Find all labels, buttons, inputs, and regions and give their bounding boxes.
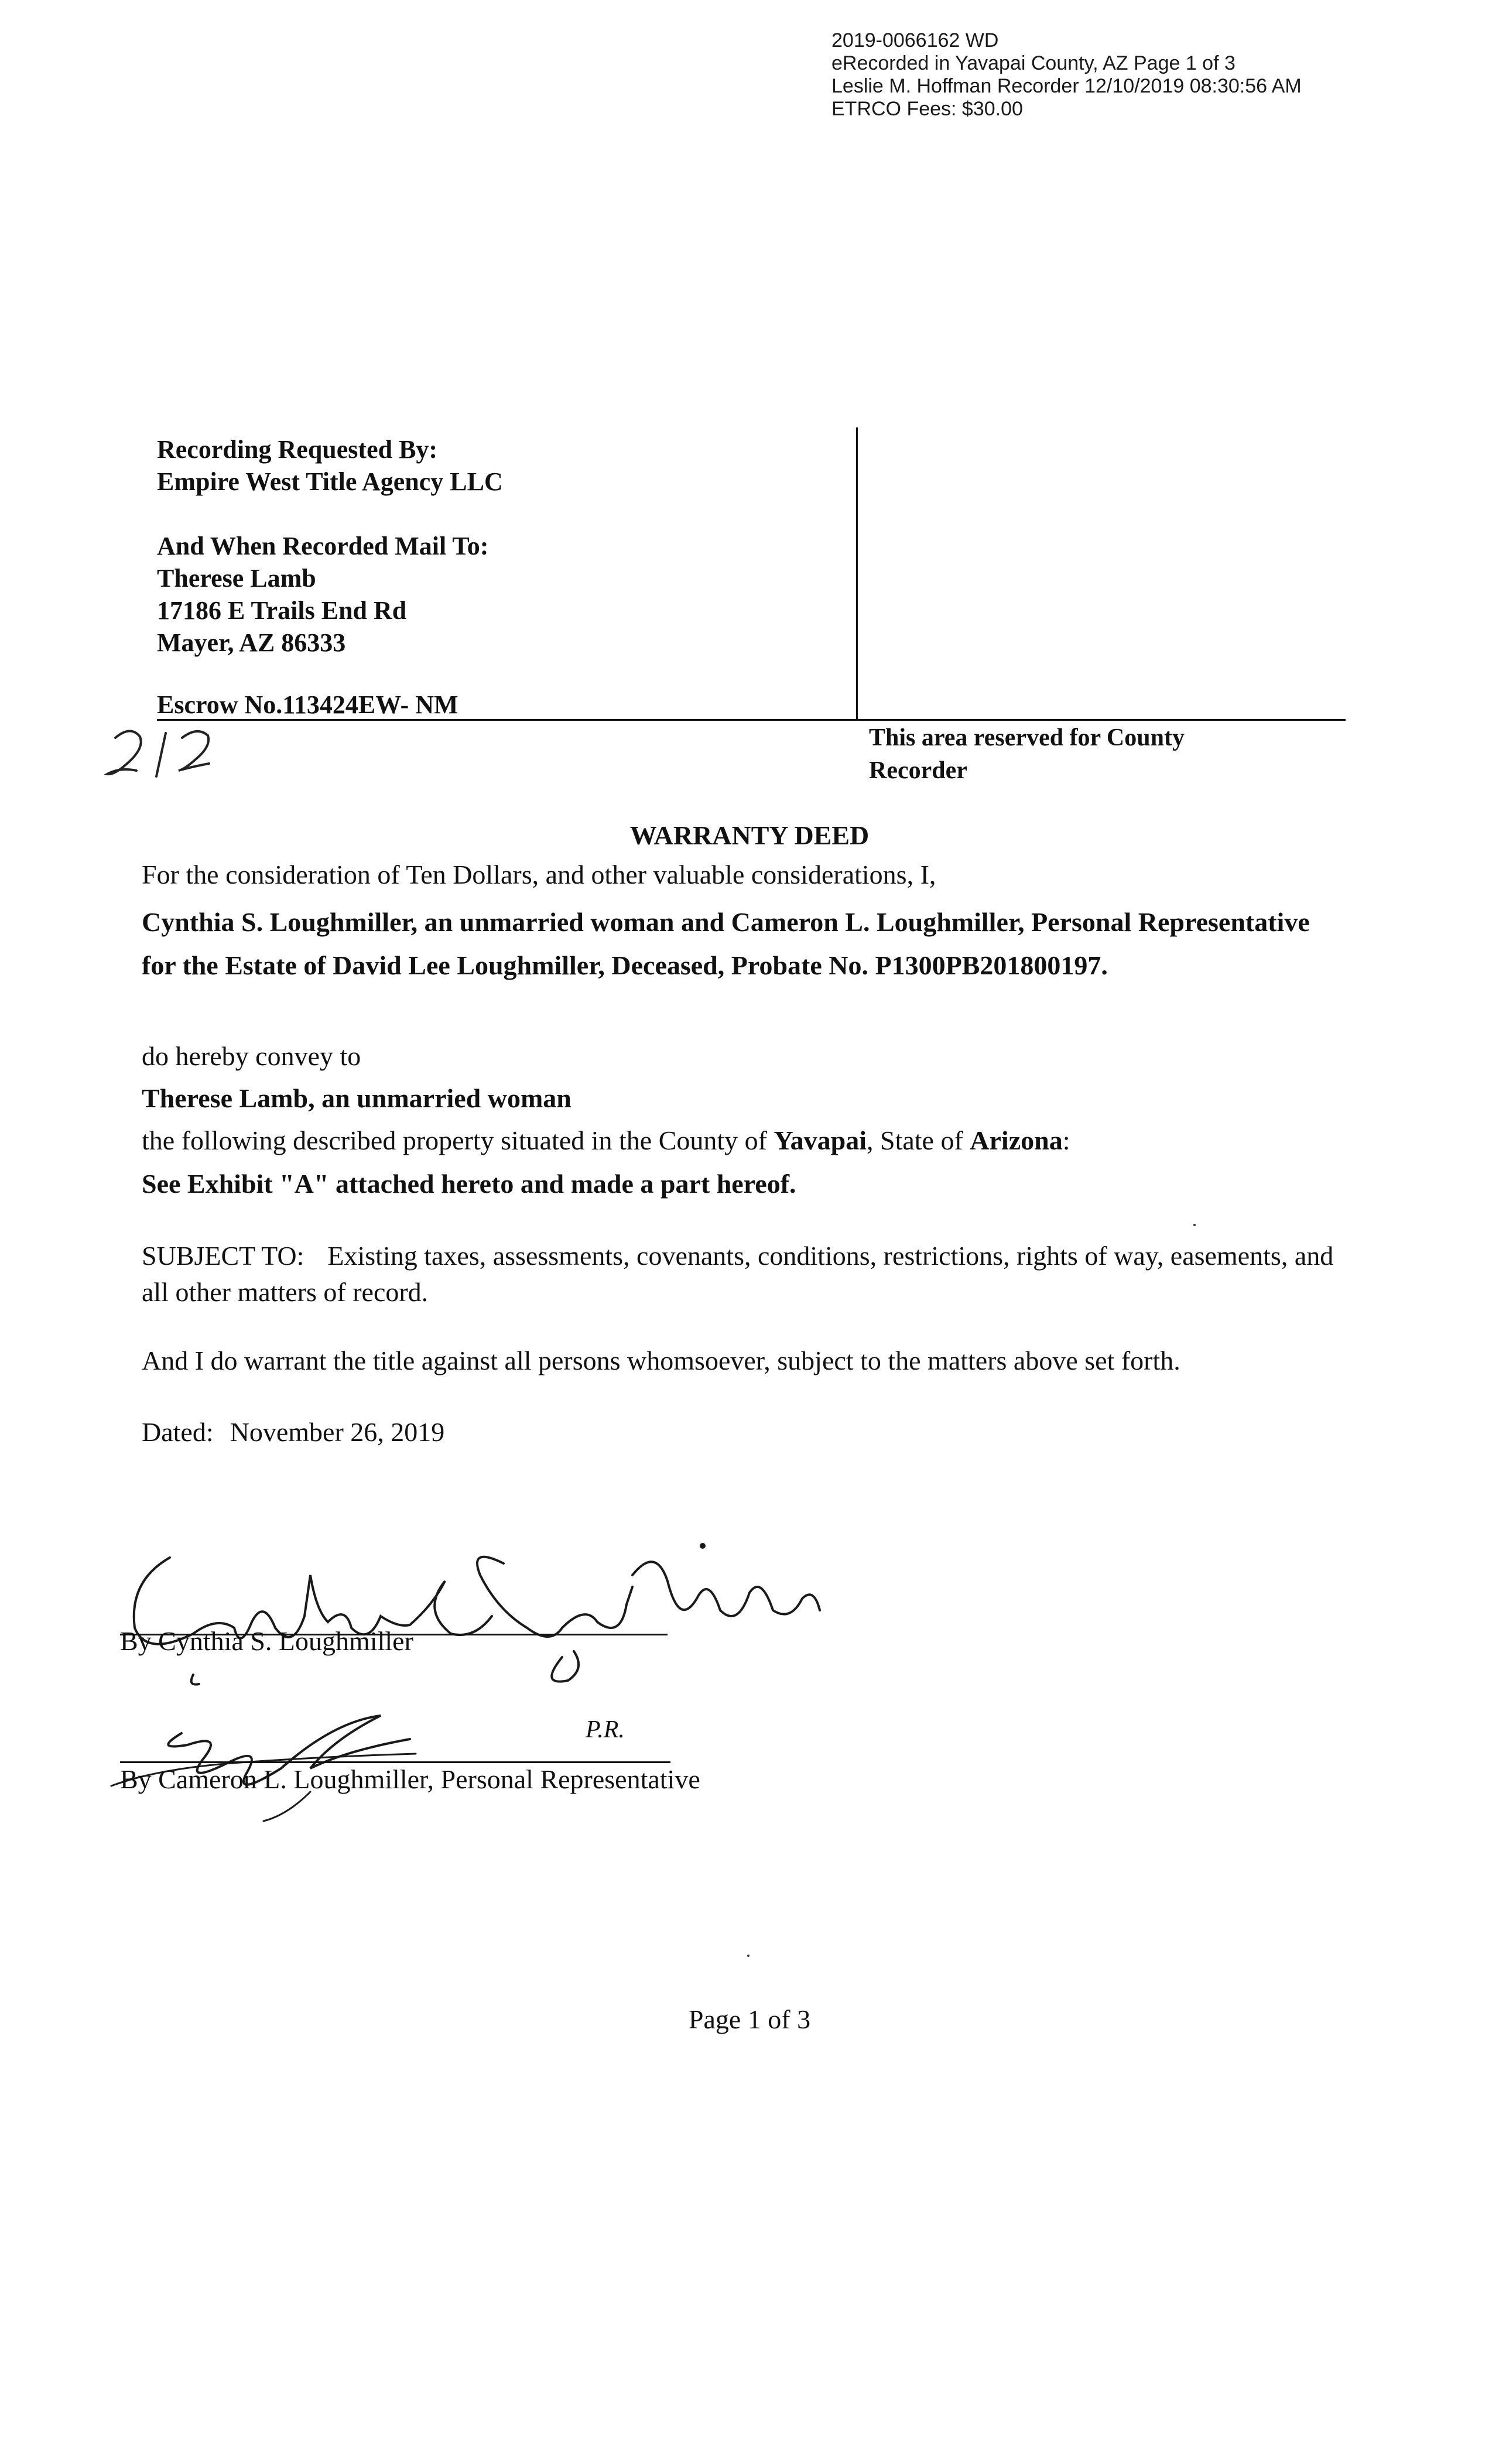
convey-clause: do hereby convey to — [142, 1041, 361, 1071]
stray-mark-2 — [747, 1955, 750, 1957]
requested-by-name: Empire West Title Agency LLC — [157, 467, 503, 496]
property-location-clause — [142, 1124, 1336, 1157]
stamp-recorder-datetime: Leslie M. Hoffman Recorder 12/10/2019 08:30:56 AM — [831, 75, 1302, 97]
consideration-clause: For the consideration of Ten Dollars, and other valuable considerations, I, — [142, 860, 936, 889]
escrow-number: Escrow No.113424EW- NM — [157, 690, 458, 719]
requested-by-label: Recording Requested By: — [157, 435, 438, 464]
document-title: WARRANTY DEED — [629, 820, 870, 850]
signature-cynthia — [117, 1511, 831, 1689]
signature-pr-note: P.R. — [586, 1716, 625, 1743]
stamp-document-number: 2019-0066162 WD — [831, 29, 999, 52]
recorder-area-divider — [856, 427, 858, 720]
stamp-recorded-county: eRecorded in Yavapai County, AZ Page 1 of 3 — [831, 52, 1236, 74]
county-name: Yavapai — [774, 1125, 867, 1155]
mail-to-name: Therese Lamb — [157, 564, 316, 593]
state-name: Arizona — [970, 1125, 1063, 1155]
grantor-clause: Cynthia S. Loughmiller, an unmarried woman and Cameron L. Loughmiller, Personal Representative for the Estate of David Lee Loughmiller, Deceased, Probate No. P1300PB201800197. — [142, 907, 1310, 980]
recorder-stamp — [831, 29, 1302, 121]
page-number: Page 1 of 3 — [688, 2004, 811, 2034]
signature-line-2 — [120, 1761, 670, 1763]
header-rule — [157, 719, 1346, 721]
state-prefix: , State of — [866, 1125, 970, 1155]
mail-to-street: 17186 E Trails End Rd — [157, 596, 407, 625]
signature-label-1: By Cynthia S. Loughmiller — [120, 1626, 413, 1656]
property-suffix: : — [1062, 1125, 1070, 1155]
mail-to-city: Mayer, AZ 86333 — [157, 628, 346, 657]
dated-line — [142, 1416, 1336, 1449]
subject-to-clause — [142, 1238, 1336, 1310]
warranty-clause: And I do warrant the title against all persons whomsoever, subject to the matters above set forth. — [142, 1346, 1180, 1375]
stray-mark — [1193, 1224, 1196, 1226]
stamp-fees: ETRCO Fees: $30.00 — [831, 98, 1023, 120]
subject-to-label: SUBJECT TO: — [142, 1241, 304, 1271]
recording-info — [157, 433, 503, 659]
mail-to-label: And When Recorded Mail To: — [157, 532, 489, 560]
exhibit-clause: See Exhibit "A" attached hereto and made a part hereof. — [142, 1169, 796, 1199]
dated-value: November 26, 2019 — [230, 1417, 445, 1447]
subject-to-text: Existing taxes, assessments, covenants, conditions, restrictions, rights of way, easements, and all other matters of record. — [142, 1241, 1334, 1307]
county-recorder-area-label: This area reserved for County Recorder — [869, 724, 1185, 784]
dated-label: Dated: — [142, 1417, 214, 1447]
signature-label-2: By Cameron L. Loughmiller, Personal Representative — [120, 1764, 700, 1794]
grantee-clause: Therese Lamb, an unmarried woman — [142, 1083, 571, 1113]
property-prefix: the following described property situated in the County of — [142, 1125, 774, 1155]
handwritten-note — [102, 720, 237, 788]
